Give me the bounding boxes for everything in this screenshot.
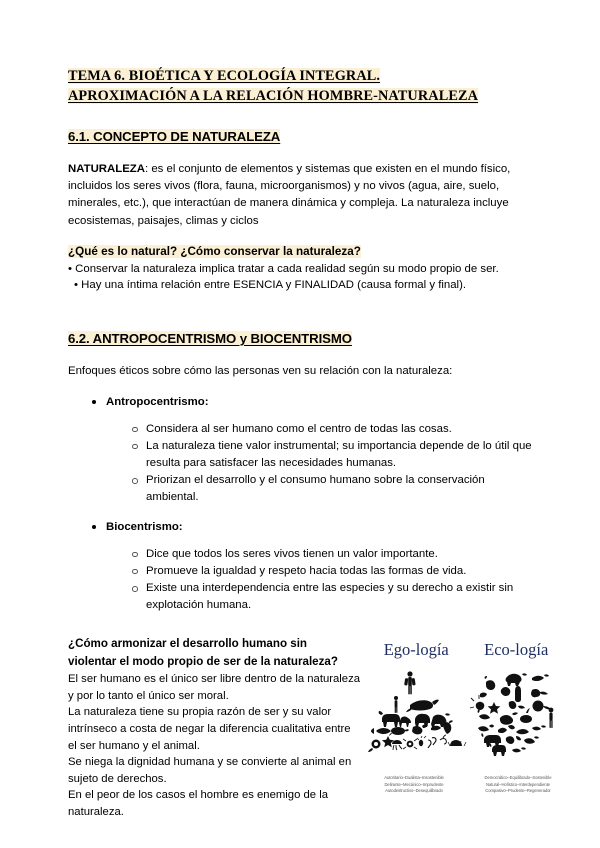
heading-6-1-text: 6.1. CONCEPTO DE NATURALEZA xyxy=(68,129,281,144)
title-line-2: APROXIMACIÓN A LA RELACIÓN HOMBRE-NATURALEZA xyxy=(68,88,479,104)
pyramid-row-5 xyxy=(368,735,466,752)
definition-text: : es el conjunto de elementos y sistemas que existen en el mundo físico, incluidos los seres vivos (flora, fauna, microorganismos) y no vivos (agua, aire, suelo, minerales, etc.), que interactúan de manera dinámica y compleja. La naturaleza incluye ecosistemas, paisajes, climas y ciclos xyxy=(68,163,511,227)
page-content xyxy=(68,66,552,821)
caption-line: Compasivo–Prudente–Regenerador xyxy=(485,787,551,793)
list-item: Priorizan el desarrollo y el consumo humano sobre la conservación ambiental. xyxy=(106,472,534,506)
closing-question-line-2: violentar el modo propio de ser de la naturaleza? xyxy=(68,654,338,668)
caption-line: Democrático–Equilibrado–Sostenible xyxy=(484,775,552,781)
figure-headings xyxy=(366,640,566,660)
bullet-conservar-1: • Conservar la naturaleza implica tratar a cada realidad según su modo propio de ser. xyxy=(68,262,499,275)
bullet-conservar-2: • Hay una íntima relación entre ESENCIA y FINALIDAD (causa formal y final). xyxy=(74,279,467,292)
caption-line: Natural–Holístico–Interdependiente xyxy=(486,781,550,787)
sublist-antropocentrismo xyxy=(106,421,534,507)
closing-paragraph: El ser humano es el único ser libre dentro de la naturaleza y por lo tanto el único ser moral. xyxy=(68,673,361,702)
pyramid-row-2 xyxy=(394,696,439,713)
figure-captions xyxy=(366,775,566,794)
title-line-1: TEMA 6. BIOÉTICA Y ECOLOGÍA INTEGRAL. xyxy=(68,68,381,84)
lead-paragraph-6-2: Enfoques éticos sobre cómo las personas ven su relación con la naturaleza: xyxy=(68,364,453,377)
pyramid-row-3 xyxy=(379,711,450,727)
group-label-biocentrismo: Biocentrismo: xyxy=(106,520,183,533)
pyramid-apex-human xyxy=(404,672,416,695)
sublist-biocentrismo xyxy=(106,546,534,615)
list-item-biocentrismo xyxy=(68,519,534,615)
caption-line: Autodestructivo–Desequilibrado xyxy=(385,787,443,793)
question-conservar xyxy=(68,244,534,260)
definition-paragraph xyxy=(68,161,534,230)
closing-paragraph: Se niega la dignidad humana y se convierte al animal en sujeto de derechos. xyxy=(68,756,352,785)
question-conservar-text: ¿Qué es lo natural? ¿Cómo conservar la naturaleza? xyxy=(68,244,361,258)
heading-section-6-2 xyxy=(68,330,534,347)
figure-heading-eco: Eco-logía xyxy=(484,640,549,660)
eco-circle-group xyxy=(470,674,553,757)
group-label-antropocentrismo: Antropocentrismo: xyxy=(106,395,209,408)
figure-illustration xyxy=(366,662,566,772)
list-item-antropocentrismo xyxy=(68,394,534,507)
caption-line: Delirante–Mecánico–Imprudente xyxy=(384,781,444,787)
closing-paragraph: En el peor de los casos el hombre es enemigo de la naturaleza. xyxy=(68,789,328,819)
closing-paragraph: La naturaleza tiene su propia razón de ser y su valor intrínseco a costa de negar la diferencia cualitativa entre el ser humano y el animal. xyxy=(68,706,351,752)
heading-6-2-text: 6.2. ANTROPOCENTRISMO y BIOCENTRISMO xyxy=(68,330,352,346)
list-item: Existe una interdependencia entre las especies y su derecho a existir sin explotación humana. xyxy=(106,580,534,614)
figure-caption-eco xyxy=(470,775,566,794)
list-item: Promueve la igualdad y respeto hacia todas las formas de vida. xyxy=(106,563,534,580)
figure-heading-ego: Ego-logía xyxy=(383,640,449,660)
definition-term: NATURALEZA xyxy=(68,163,145,175)
heading-section-6-1 xyxy=(68,128,534,145)
list-item: Dice que todos los seres vivos tienen un valor importante. xyxy=(106,546,534,563)
list-item: La naturaleza tiene valor instrumental; su importancia depende de lo útil que resulta para satisfacer las necesidades humanas. xyxy=(106,438,534,472)
figure-caption-ego xyxy=(366,775,462,794)
ego-eco-figure xyxy=(366,640,566,794)
list-item: Considera al ser humano como el centro de todas las cosas. xyxy=(106,421,534,438)
closing-block xyxy=(68,636,552,820)
closing-question-line-1: ¿Cómo armonizar el desarrollo humano sin xyxy=(68,637,308,651)
closing-text-column xyxy=(68,636,360,820)
approaches-list xyxy=(68,394,534,615)
eco-human xyxy=(549,708,554,728)
page-title xyxy=(68,66,534,106)
caption-line: Autoritario–Dualista–Insostenible xyxy=(384,775,444,781)
